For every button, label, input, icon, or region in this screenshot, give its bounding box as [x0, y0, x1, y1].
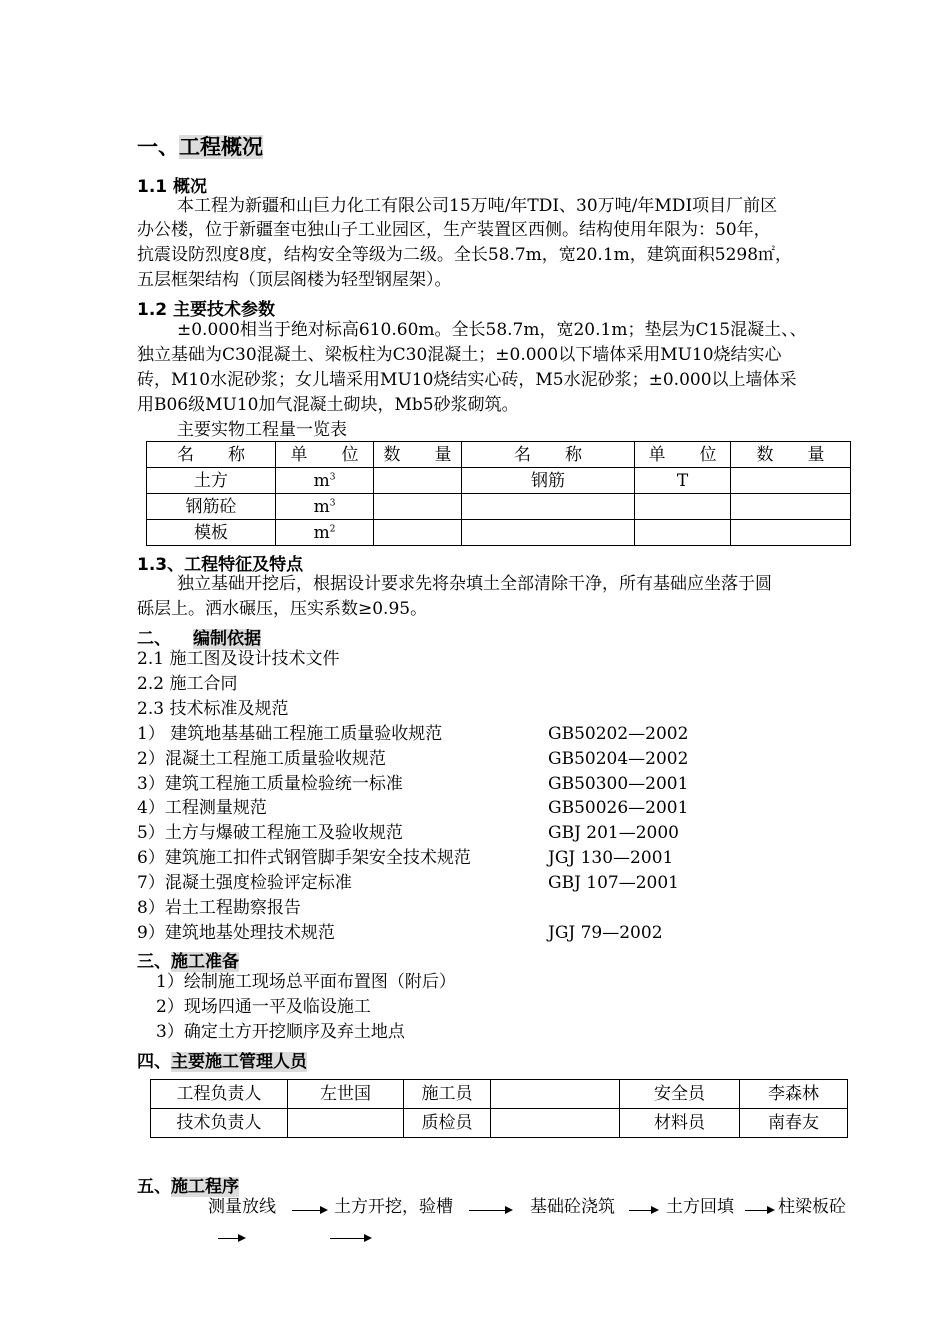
list-item: 2.3 技术标准及规范 [137, 699, 289, 719]
qty-cell-qty2 [731, 494, 851, 520]
staff-role-label: 工程负责人 [151, 1080, 288, 1109]
standard-name: 4）工程测量规范 [137, 798, 267, 818]
standard-name: 2）混凝土工程施工质量验收规范 [137, 749, 386, 769]
qty-table-header-row [147, 442, 851, 468]
arrow-right-icon [330, 1238, 370, 1239]
table-row [147, 468, 851, 494]
qty-cell-qty [374, 520, 462, 546]
standard-name: 3）建筑工程施工质量检验统一标准 [137, 774, 403, 794]
staff-name [288, 1109, 404, 1138]
staff-name: 左世国 [288, 1080, 404, 1109]
qty-cell-name2 [462, 494, 635, 520]
s12-heading: 1.2 主要技术参数 [137, 300, 276, 320]
qty-cell-name: 钢筋砼 [147, 494, 276, 520]
list-item: 2.1 施工图及设计技术文件 [137, 649, 340, 669]
table-row [147, 494, 851, 520]
qty-cell-name2: 钢筋 [462, 468, 635, 494]
qty-header-cell: 名 称 [462, 442, 635, 468]
qty-cell-unit2 [635, 494, 731, 520]
list-item: 1）绘制施工现场总平面布置图（附后） [156, 972, 456, 992]
s11-line: 本工程为新疆和山巨力化工有限公司15万吨/年TDI、30万吨/年MDI项目厂前区 [177, 196, 778, 216]
s11-line: 五层框架结构（顶层阁楼为轻型钢屋架）。 [137, 270, 452, 290]
arrow-right-icon [218, 1238, 244, 1239]
qty-cell-name: 土方 [147, 468, 276, 494]
qty-table-title: 主要实物工程量一览表 [177, 420, 347, 440]
section1-title: 工程概况 [179, 135, 263, 159]
section4-title: 主要施工管理人员 [171, 1052, 307, 1072]
qty-table [146, 441, 851, 546]
qty-header-cell: 名 称 [147, 442, 276, 468]
qty-cell-unit: $m^3$ [276, 494, 374, 520]
standard-code: JGJ 79—2002 [548, 923, 663, 943]
s12-line: 用B06级MU10加气混凝土砌块，Mb5砂浆砌筑。 [137, 395, 519, 415]
standard-code: GBJ 201—2000 [548, 823, 680, 843]
staff-role-label: 技术负责人 [151, 1109, 288, 1138]
process-step: 土方开挖，验槽 [334, 1197, 453, 1217]
s11-heading: 1.1 概况 [137, 177, 208, 197]
section4-heading [137, 1047, 307, 1072]
qty-cell-name2 [462, 520, 635, 546]
standard-name: 8）岩土工程勘察报告 [137, 898, 301, 918]
process-step: 柱梁板砼 [778, 1197, 846, 1217]
s13-line: 独立基础开挖后，根据设计要求先将杂填土全部清除干净，所有基础应坐落于圆 [177, 574, 772, 594]
staff-name [491, 1109, 620, 1138]
process-step: 基础砼浇筑 [530, 1197, 615, 1217]
qty-header-cell: 单 位 [276, 442, 374, 468]
qty-header-cell: 单 位 [635, 442, 731, 468]
section5-heading [137, 1172, 239, 1197]
section4-number: 四、 [137, 1052, 171, 1072]
arrow-right-icon [469, 1210, 511, 1211]
section3-title: 施工准备 [171, 952, 239, 972]
qty-header-cell: 数 量 [374, 442, 462, 468]
staff-name: 李森林 [740, 1080, 848, 1109]
arrow-right-icon [745, 1210, 773, 1211]
s11-line: 办公楼，位于新疆奎屯独山子工业园区，生产装置区西侧。结构使用年限为：50年， [137, 220, 771, 240]
list-item: 3）确定土方开挖顺序及弃土地点 [156, 1022, 405, 1042]
s13-line: 砾层上。洒水碾压，压实系数≥0.95。 [137, 599, 428, 619]
standard-code: GBJ 107—2001 [548, 873, 680, 893]
table-row [151, 1080, 848, 1109]
s12-line: 独立基础为C30混凝土、梁板柱为C30混凝土；±0.000以下墙体采用MU10烧结实心 [137, 345, 782, 365]
arrow-right-icon [292, 1210, 326, 1211]
standard-name: 1） 建筑地基基础工程施工质量验收规范 [137, 724, 443, 744]
standard-name: 7）混凝土强度检验评定标准 [137, 873, 352, 893]
staff-role-label: 安全员 [620, 1080, 740, 1109]
s11-line: 抗震设防烈度8度，结构安全等级为二级。全长58.7m，宽20.1m，建筑面积5298㎡， [137, 245, 793, 265]
qty-cell-name: 模板 [147, 520, 276, 546]
staff-role-label: 材料员 [620, 1109, 740, 1138]
qty-cell-qty2 [731, 468, 851, 494]
staff-role-label: 质检员 [404, 1109, 491, 1138]
standard-name: 9）建筑地基处理技术规范 [137, 923, 335, 943]
section3-heading [137, 947, 239, 972]
staff-name: 南春友 [740, 1109, 848, 1138]
standard-code: GB50026—2001 [548, 798, 689, 818]
table-row [147, 520, 851, 546]
section2-title: 编制依据 [193, 629, 261, 649]
section1-number: 一、 [137, 135, 179, 159]
qty-cell-unit: $m^2$ [276, 520, 374, 546]
section5-title: 施工程序 [171, 1177, 239, 1197]
section2-heading [137, 624, 261, 649]
process-step: 测量放线 [208, 1197, 276, 1217]
standard-code: GB50202—2002 [548, 724, 689, 744]
staff-role-label: 施工员 [404, 1080, 491, 1109]
standard-code: GB50204—2002 [548, 749, 689, 769]
process-step: 土方回填 [666, 1197, 734, 1217]
qty-cell-qty2 [731, 520, 851, 546]
standard-code: JGJ 130—2001 [548, 848, 674, 868]
s13-heading: 1.3、工程特征及特点 [137, 555, 304, 575]
section2-number: 二、 [137, 629, 171, 649]
staff-name [491, 1080, 620, 1109]
qty-cell-unit2 [635, 520, 731, 546]
section5-number: 五、 [137, 1177, 171, 1197]
arrow-right-icon [629, 1210, 657, 1211]
s12-line: ±0.000相当于绝对标高610.60m。全长58.7m，宽20.1m；垫层为C15混凝土、、 [177, 320, 807, 340]
list-item: 2.2 施工合同 [137, 674, 238, 694]
standard-name: 5）土方与爆破工程施工及验收规范 [137, 823, 403, 843]
list-item: 2）现场四通一平及临设施工 [156, 997, 371, 1017]
qty-header-cell: 数 量 [731, 442, 851, 468]
s12-line: 砖，M10水泥砂浆；女儿墙采用MU10烧结实心砖，M5水泥砂浆；±0.000以上墙体采 [137, 370, 797, 390]
qty-cell-unit: $m^3$ [276, 468, 374, 494]
table-row [151, 1109, 848, 1138]
standard-code: GB50300—2001 [548, 774, 689, 794]
section1-heading [137, 131, 263, 161]
qty-cell-unit2: T [635, 468, 731, 494]
qty-cell-qty [374, 494, 462, 520]
qty-cell-qty [374, 468, 462, 494]
standard-name: 6）建筑施工扣件式钢管脚手架安全技术规范 [137, 848, 471, 868]
section3-number: 三、 [137, 952, 171, 972]
staff-table [150, 1079, 848, 1138]
